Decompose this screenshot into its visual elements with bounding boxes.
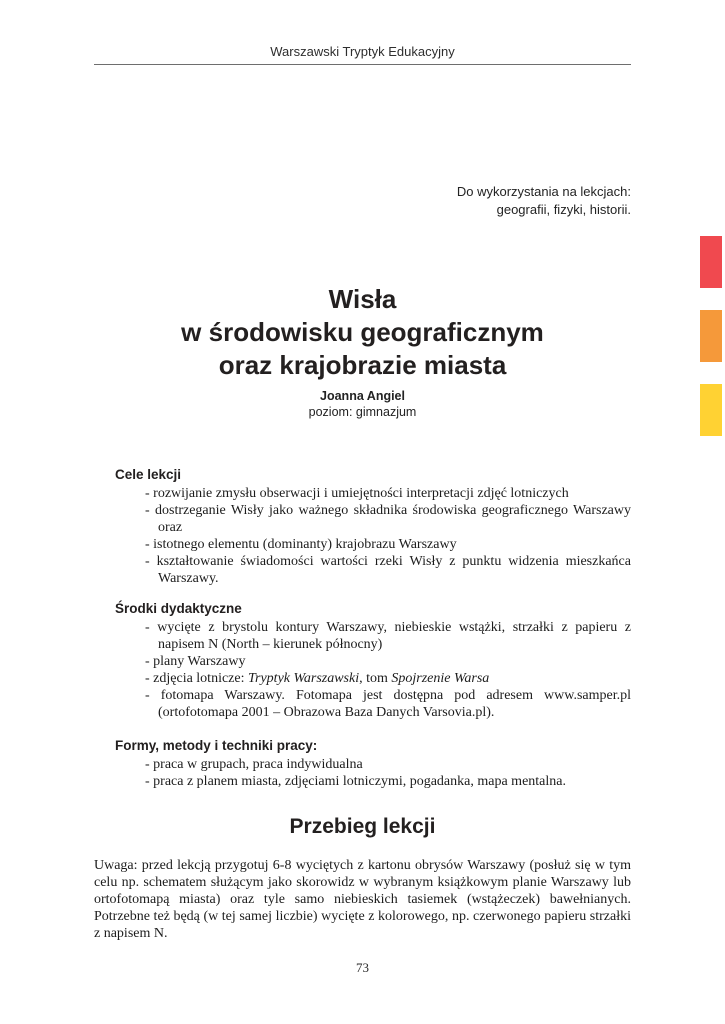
title-line3: oraz krajobrazie miasta	[218, 350, 507, 380]
section-heading-formy: Formy, metody i techniki pracy:	[115, 738, 318, 753]
usage-note-line1: Do wykorzystania na lekcjach:	[456, 184, 631, 199]
header-rule	[94, 64, 631, 65]
red-edge-tab	[700, 236, 722, 288]
author-name: Joanna Angiel	[320, 389, 405, 403]
byline	[94, 388, 631, 420]
list-item: - plany Warszawy	[145, 654, 246, 669]
list-item: - kształtowanie świadomości wartości rzeki Wisły z punktu widzenia mieszkańca Warszawy.	[145, 554, 631, 586]
lesson-note-paragraph: Uwaga: przed lekcją przygotuj 6-8 wyciętych z kartonu obrysów Warszawy (posłuż się w tym celu np. schematem służącym jako skorowidz w wybranym książkowym planie Warszawy lub ortofotomapą miasta) oraz tyle samo niebieskich tasiemek (wstążeczek) bawełnianych. Potrzebne też będą (w tej samej liczbie) wycięte z kolorowego, np. czerwonego papieru strzałki z napisem N.	[94, 858, 631, 941]
aerial-title-1: Tryptyk Warszawski	[248, 671, 360, 686]
document-title	[94, 283, 631, 382]
list-item: - praca z planem miasta, zdjęciami lotniczymi, pogadanka, mapa mentalna.	[145, 774, 566, 789]
section-heading-cele: Cele lekcji	[115, 467, 182, 482]
level-label: poziom: gimnazjum	[308, 405, 417, 419]
section-formy-metody	[94, 737, 631, 790]
section-srodki-dydaktyczne	[94, 600, 631, 721]
list-item: - wycięte z brystolu kontury Warszawy, niebieskie wstążki, strzałki z papieru z napisem N (North – kierunek północny)	[145, 620, 631, 652]
running-header-title: Warszawski Tryptyk Edukacyjny	[270, 44, 455, 59]
section-heading-srodki: Środki dydaktyczne	[115, 601, 242, 616]
list-item: - dostrzeganie Wisły jako ważnego składnika środowiska geograficznego Warszawy oraz	[145, 503, 631, 535]
list-item: - praca w grupach, praca indywidualna	[145, 757, 363, 772]
lesson-flow-heading: Przebieg lekcji	[289, 815, 436, 838]
title-line1: Wisła	[328, 284, 397, 314]
section-cele-lekcji	[94, 466, 631, 587]
orange-edge-tab	[700, 310, 722, 362]
aerial-pre: - zdjęcia lotnicze:	[145, 671, 248, 686]
yellow-edge-tab	[700, 384, 722, 436]
list-item: - istotnego elementu (dominanty) krajobrazu Warszawy	[145, 537, 457, 552]
list-item-aerial-photos	[94, 670, 631, 687]
usage-note-line2: geografii, fizyki, historii.	[496, 202, 631, 217]
usage-note	[94, 183, 631, 219]
list-item: - rozwijanie zmysłu obserwacji i umiejętności interpretacji zdjęć lotniczych	[145, 486, 569, 501]
running-header	[94, 44, 631, 65]
aerial-mid: , tom	[359, 671, 392, 686]
aerial-title-2: Spojrzenie Warsa	[391, 671, 490, 686]
page-number: 73	[356, 960, 369, 975]
title-line2: w środowisku geograficznym	[181, 317, 544, 347]
list-item: - fotomapa Warszawy. Fotomapa jest dostępna pod adresem www.samper.pl (ortofotomapa 2001 – Obrazowa Baza Danych Varsovia.pl).	[145, 688, 631, 720]
